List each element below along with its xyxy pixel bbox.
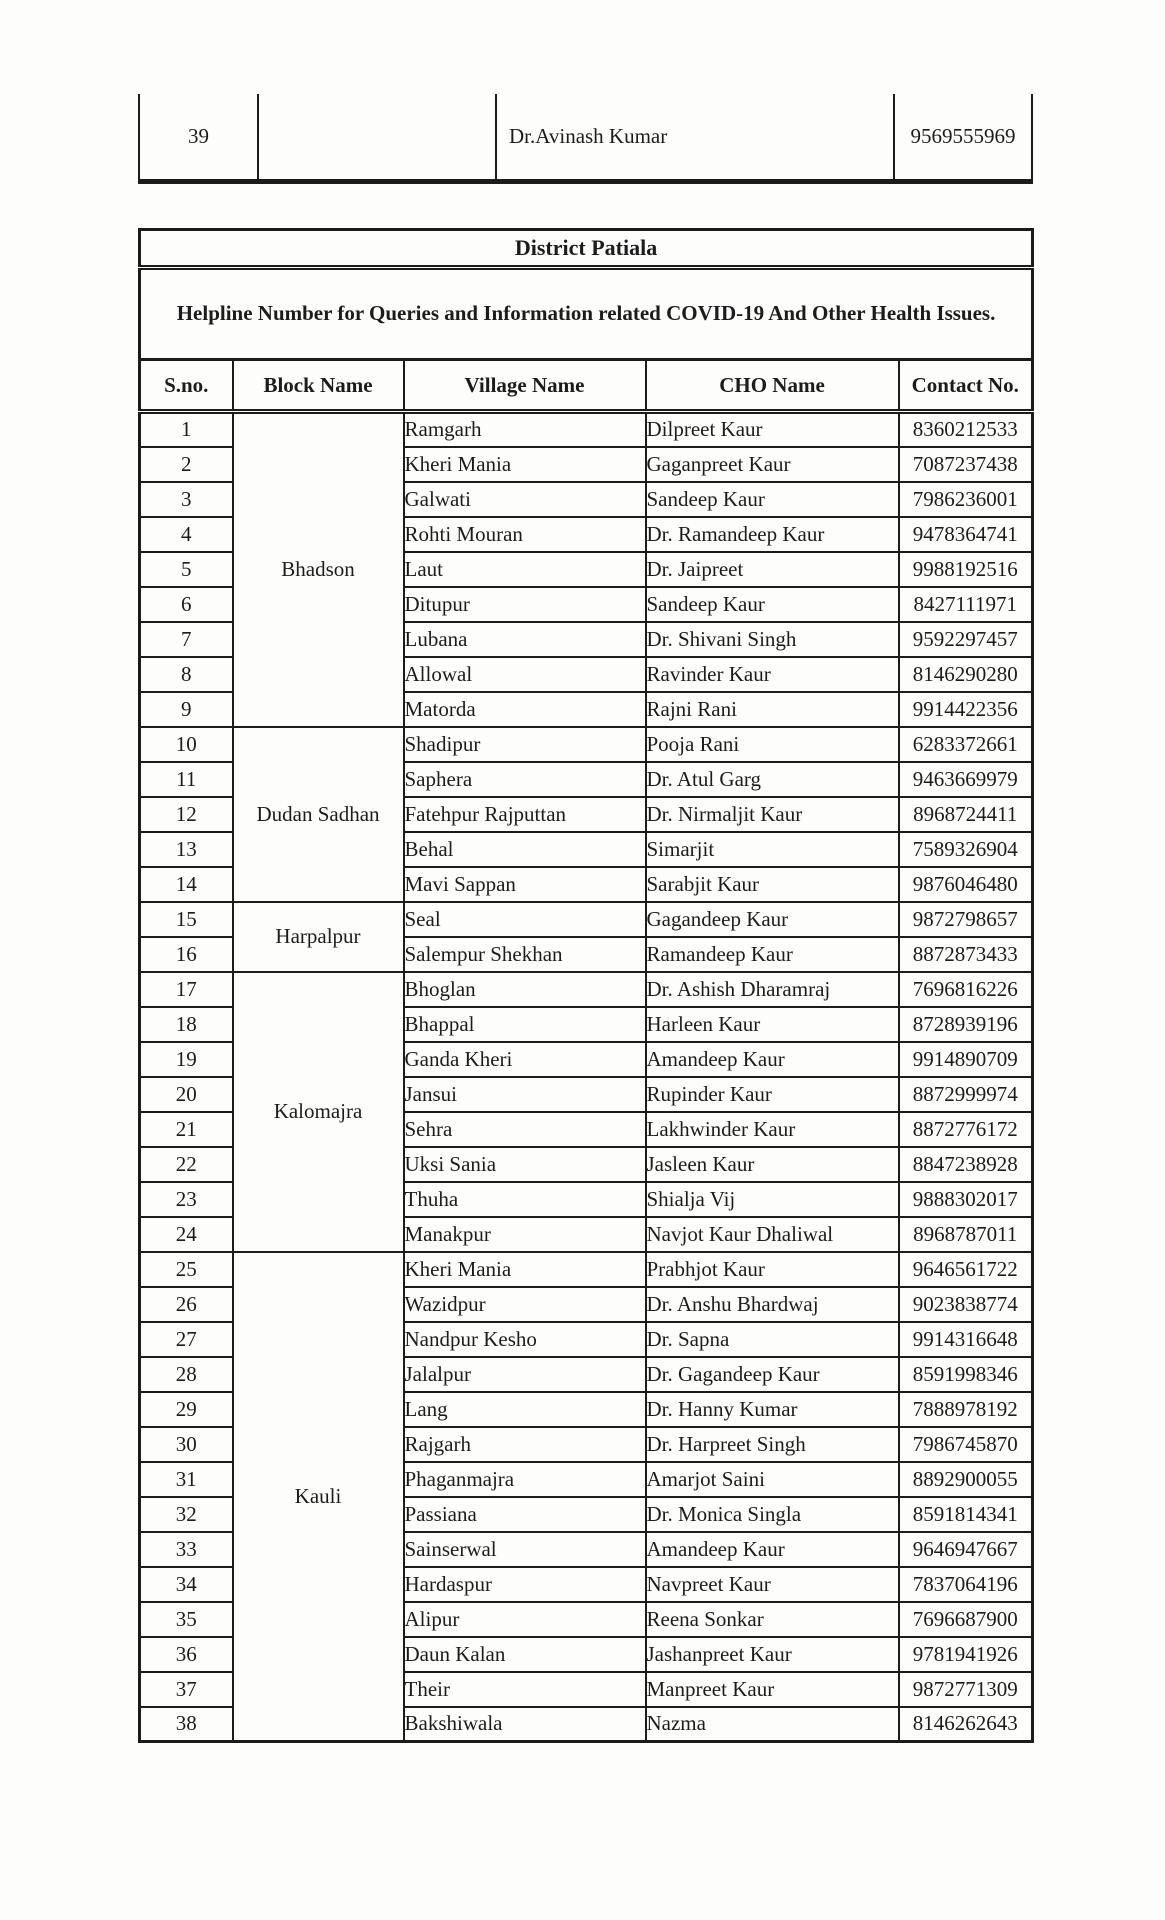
cho-name-cell: Rajni Rani bbox=[646, 692, 899, 727]
serial-number-cell: 8 bbox=[140, 657, 233, 692]
contact-number-cell: 8872873433 bbox=[899, 937, 1033, 972]
village-name-cell: Phaganmajra bbox=[404, 1462, 646, 1497]
village-name-cell: Alipur bbox=[404, 1602, 646, 1637]
cho-name-cell: Gaganpreet Kaur bbox=[646, 447, 899, 482]
cho-name-cell: Dr. Jaipreet bbox=[646, 552, 899, 587]
serial-number-cell: 17 bbox=[140, 972, 233, 1007]
serial-number-cell: 23 bbox=[140, 1182, 233, 1217]
contact-number-cell: 8427111971 bbox=[899, 587, 1033, 622]
serial-number-cell: 9 bbox=[140, 692, 233, 727]
cho-name-cell: Navpreet Kaur bbox=[646, 1567, 899, 1602]
contact-number-cell: 9988192516 bbox=[899, 552, 1033, 587]
serial-number-cell: 28 bbox=[140, 1357, 233, 1392]
village-name-cell: Saphera bbox=[404, 762, 646, 797]
contact-number-cell: 9592297457 bbox=[899, 622, 1033, 657]
contact-number-cell: 7837064196 bbox=[899, 1567, 1033, 1602]
serial-number-cell: 11 bbox=[140, 762, 233, 797]
block-name-cell: Dudan Sadhan bbox=[233, 727, 404, 902]
serial-number-cell: 38 bbox=[140, 1707, 233, 1742]
serial-number-cell: 3 bbox=[140, 482, 233, 517]
village-name-cell: Bakshiwala bbox=[404, 1707, 646, 1742]
col-header-village-name: Village Name bbox=[404, 360, 646, 412]
cho-name-cell: Ramandeep Kaur bbox=[646, 937, 899, 972]
cho-name-cell: Rupinder Kaur bbox=[646, 1077, 899, 1112]
serial-number-cell: 12 bbox=[140, 797, 233, 832]
village-name-cell: Lubana bbox=[404, 622, 646, 657]
village-name-cell: Shadipur bbox=[404, 727, 646, 762]
cho-name-cell: Harleen Kaur bbox=[646, 1007, 899, 1042]
serial-number-cell: 31 bbox=[140, 1462, 233, 1497]
cho-name-cell: Navjot Kaur Dhaliwal bbox=[646, 1217, 899, 1252]
cho-name-cell: Dr. Sapna bbox=[646, 1322, 899, 1357]
block-name-cell bbox=[258, 94, 496, 181]
cho-name-cell: Dr. Nirmaljit Kaur bbox=[646, 797, 899, 832]
serial-number-cell: 14 bbox=[140, 867, 233, 902]
contact-number-cell: 9646947667 bbox=[899, 1532, 1033, 1567]
village-name-cell: Behal bbox=[404, 832, 646, 867]
contact-number-cell: 7986236001 bbox=[899, 482, 1033, 517]
col-header-contact-no: Contact No. bbox=[899, 360, 1033, 412]
village-name-cell: Ganda Kheri bbox=[404, 1042, 646, 1077]
cho-name-cell: Simarjit bbox=[646, 832, 899, 867]
contact-number-cell: 8591814341 bbox=[899, 1497, 1033, 1532]
village-name-cell: Jalalpur bbox=[404, 1357, 646, 1392]
serial-number-cell: 33 bbox=[140, 1532, 233, 1567]
contact-number-cell: 8892900055 bbox=[899, 1462, 1033, 1497]
contact-number-cell: 8968787011 bbox=[899, 1217, 1033, 1252]
previous-page-table-fragment bbox=[138, 94, 1033, 184]
contact-number-cell: 7986745870 bbox=[899, 1427, 1033, 1462]
serial-number-cell: 21 bbox=[140, 1112, 233, 1147]
serial-number-cell: 10 bbox=[140, 727, 233, 762]
village-name-cell: Kheri Mania bbox=[404, 1252, 646, 1287]
contact-number-cell: 8591998346 bbox=[899, 1357, 1033, 1392]
contact-number-cell: 9781941926 bbox=[899, 1637, 1033, 1672]
cho-name-cell: Amarjot Saini bbox=[646, 1462, 899, 1497]
village-name-cell: Bhappal bbox=[404, 1007, 646, 1042]
village-name-cell: Rohti Mouran bbox=[404, 517, 646, 552]
serial-number-cell: 36 bbox=[140, 1637, 233, 1672]
contact-number-cell: 9569555969 bbox=[894, 94, 1032, 181]
table-row bbox=[139, 94, 1032, 181]
serial-number-cell: 39 bbox=[139, 94, 258, 181]
village-name-cell: Rajgarh bbox=[404, 1427, 646, 1462]
subtitle-row bbox=[140, 268, 1033, 360]
contact-number-cell: 9646561722 bbox=[899, 1252, 1033, 1287]
block-name-cell: Bhadson bbox=[233, 412, 404, 727]
column-header-row bbox=[140, 360, 1033, 412]
serial-number-cell: 37 bbox=[140, 1672, 233, 1707]
serial-number-cell: 32 bbox=[140, 1497, 233, 1532]
block-name-cell: Kalomajra bbox=[233, 972, 404, 1252]
village-name-cell: Nandpur Kesho bbox=[404, 1322, 646, 1357]
contact-number-cell: 8360212533 bbox=[899, 412, 1033, 447]
cho-name-cell: Dr.Avinash Kumar bbox=[496, 94, 894, 181]
contact-number-cell: 9914890709 bbox=[899, 1042, 1033, 1077]
table-row bbox=[140, 412, 1033, 447]
cho-name-cell: Reena Sonkar bbox=[646, 1602, 899, 1637]
col-header-cho-name: CHO Name bbox=[646, 360, 899, 412]
contact-number-cell: 7589326904 bbox=[899, 832, 1033, 867]
serial-number-cell: 25 bbox=[140, 1252, 233, 1287]
contact-number-cell: 9023838774 bbox=[899, 1287, 1033, 1322]
table-title: District Patiala bbox=[140, 230, 1033, 268]
contact-number-cell: 9872771309 bbox=[899, 1672, 1033, 1707]
village-name-cell: Ramgarh bbox=[404, 412, 646, 447]
cho-name-cell: Gagandeep Kaur bbox=[646, 902, 899, 937]
contact-number-cell: 7087237438 bbox=[899, 447, 1033, 482]
serial-number-cell: 20 bbox=[140, 1077, 233, 1112]
cho-name-cell: Dr. Hanny Kumar bbox=[646, 1392, 899, 1427]
cho-name-cell: Jasleen Kaur bbox=[646, 1147, 899, 1182]
contact-number-cell: 9914422356 bbox=[899, 692, 1033, 727]
cho-name-cell: Dr. Anshu Bhardwaj bbox=[646, 1287, 899, 1322]
block-name-cell: Harpalpur bbox=[233, 902, 404, 972]
serial-number-cell: 16 bbox=[140, 937, 233, 972]
cho-name-cell: Dr. Ramandeep Kaur bbox=[646, 517, 899, 552]
village-name-cell: Their bbox=[404, 1672, 646, 1707]
contact-number-cell: 8968724411 bbox=[899, 797, 1033, 832]
cho-name-cell: Nazma bbox=[646, 1707, 899, 1742]
village-name-cell: Hardaspur bbox=[404, 1567, 646, 1602]
cho-name-cell: Sandeep Kaur bbox=[646, 587, 899, 622]
cho-name-cell: Amandeep Kaur bbox=[646, 1532, 899, 1567]
village-name-cell: Passiana bbox=[404, 1497, 646, 1532]
serial-number-cell: 2 bbox=[140, 447, 233, 482]
contact-number-cell: 9876046480 bbox=[899, 867, 1033, 902]
cho-name-cell: Dr. Monica Singla bbox=[646, 1497, 899, 1532]
cho-name-cell: Lakhwinder Kaur bbox=[646, 1112, 899, 1147]
village-name-cell: Sainserwal bbox=[404, 1532, 646, 1567]
village-name-cell: Kheri Mania bbox=[404, 447, 646, 482]
cho-name-cell: Sarabjit Kaur bbox=[646, 867, 899, 902]
serial-number-cell: 26 bbox=[140, 1287, 233, 1322]
cho-name-cell: Dilpreet Kaur bbox=[646, 412, 899, 447]
serial-number-cell: 6 bbox=[140, 587, 233, 622]
contact-number-cell: 8872999974 bbox=[899, 1077, 1033, 1112]
block-name-cell: Kauli bbox=[233, 1252, 404, 1742]
serial-number-cell: 13 bbox=[140, 832, 233, 867]
village-name-cell: Manakpur bbox=[404, 1217, 646, 1252]
village-name-cell: Uksi Sania bbox=[404, 1147, 646, 1182]
contact-number-cell: 9872798657 bbox=[899, 902, 1033, 937]
cho-name-cell: Ravinder Kaur bbox=[646, 657, 899, 692]
cho-name-cell: Amandeep Kaur bbox=[646, 1042, 899, 1077]
table-subtitle: Helpline Number for Queries and Information related COVID-19 And Other Health Issues. bbox=[140, 268, 1033, 360]
contact-number-cell: 7696687900 bbox=[899, 1602, 1033, 1637]
serial-number-cell: 24 bbox=[140, 1217, 233, 1252]
contact-number-cell: 9463669979 bbox=[899, 762, 1033, 797]
contact-number-cell: 8872776172 bbox=[899, 1112, 1033, 1147]
table-row bbox=[140, 1252, 1033, 1287]
village-name-cell: Matorda bbox=[404, 692, 646, 727]
serial-number-cell: 19 bbox=[140, 1042, 233, 1077]
title-row bbox=[140, 230, 1033, 268]
village-name-cell: Salempur Shekhan bbox=[404, 937, 646, 972]
helpline-table bbox=[138, 228, 1034, 1743]
serial-number-cell: 30 bbox=[140, 1427, 233, 1462]
helpline-table-head bbox=[140, 230, 1033, 412]
cho-name-cell: Sandeep Kaur bbox=[646, 482, 899, 517]
cho-name-cell: Dr. Shivani Singh bbox=[646, 622, 899, 657]
village-name-cell: Bhoglan bbox=[404, 972, 646, 1007]
serial-number-cell: 29 bbox=[140, 1392, 233, 1427]
serial-number-cell: 7 bbox=[140, 622, 233, 657]
contact-number-cell: 8847238928 bbox=[899, 1147, 1033, 1182]
village-name-cell: Seal bbox=[404, 902, 646, 937]
cho-name-cell: Dr. Harpreet Singh bbox=[646, 1427, 899, 1462]
village-name-cell: Daun Kalan bbox=[404, 1637, 646, 1672]
serial-number-cell: 4 bbox=[140, 517, 233, 552]
cho-name-cell: Pooja Rani bbox=[646, 727, 899, 762]
village-name-cell: Mavi Sappan bbox=[404, 867, 646, 902]
helpline-table-body bbox=[140, 412, 1033, 1742]
cho-name-cell: Shialja Vij bbox=[646, 1182, 899, 1217]
serial-number-cell: 5 bbox=[140, 552, 233, 587]
table-row bbox=[140, 902, 1033, 937]
table-row bbox=[140, 727, 1033, 762]
cho-name-cell: Prabhjot Kaur bbox=[646, 1252, 899, 1287]
village-name-cell: Lang bbox=[404, 1392, 646, 1427]
contact-number-cell: 6283372661 bbox=[899, 727, 1033, 762]
serial-number-cell: 22 bbox=[140, 1147, 233, 1182]
cho-name-cell: Manpreet Kaur bbox=[646, 1672, 899, 1707]
village-name-cell: Galwati bbox=[404, 482, 646, 517]
serial-number-cell: 27 bbox=[140, 1322, 233, 1357]
col-header-block-name: Block Name bbox=[233, 360, 404, 412]
village-name-cell: Jansui bbox=[404, 1077, 646, 1112]
village-name-cell: Thuha bbox=[404, 1182, 646, 1217]
cho-name-cell: Jashanpreet Kaur bbox=[646, 1637, 899, 1672]
contact-number-cell: 9914316648 bbox=[899, 1322, 1033, 1357]
village-name-cell: Allowal bbox=[404, 657, 646, 692]
contact-number-cell: 9478364741 bbox=[899, 517, 1033, 552]
cho-name-cell: Dr. Atul Garg bbox=[646, 762, 899, 797]
serial-number-cell: 15 bbox=[140, 902, 233, 937]
village-name-cell: Wazidpur bbox=[404, 1287, 646, 1322]
serial-number-cell: 34 bbox=[140, 1567, 233, 1602]
serial-number-cell: 1 bbox=[140, 412, 233, 447]
contact-number-cell: 8728939196 bbox=[899, 1007, 1033, 1042]
contact-number-cell: 8146262643 bbox=[899, 1707, 1033, 1742]
contact-number-cell: 7888978192 bbox=[899, 1392, 1033, 1427]
contact-number-cell: 7696816226 bbox=[899, 972, 1033, 1007]
serial-number-cell: 35 bbox=[140, 1602, 233, 1637]
cho-name-cell: Dr. Ashish Dharamraj bbox=[646, 972, 899, 1007]
col-header-sno: S.no. bbox=[140, 360, 233, 412]
table-row bbox=[140, 972, 1033, 1007]
village-name-cell: Laut bbox=[404, 552, 646, 587]
contact-number-cell: 8146290280 bbox=[899, 657, 1033, 692]
serial-number-cell: 18 bbox=[140, 1007, 233, 1042]
contact-number-cell: 9888302017 bbox=[899, 1182, 1033, 1217]
village-name-cell: Fatehpur Rajputtan bbox=[404, 797, 646, 832]
village-name-cell: Ditupur bbox=[404, 587, 646, 622]
village-name-cell: Sehra bbox=[404, 1112, 646, 1147]
cho-name-cell: Dr. Gagandeep Kaur bbox=[646, 1357, 899, 1392]
